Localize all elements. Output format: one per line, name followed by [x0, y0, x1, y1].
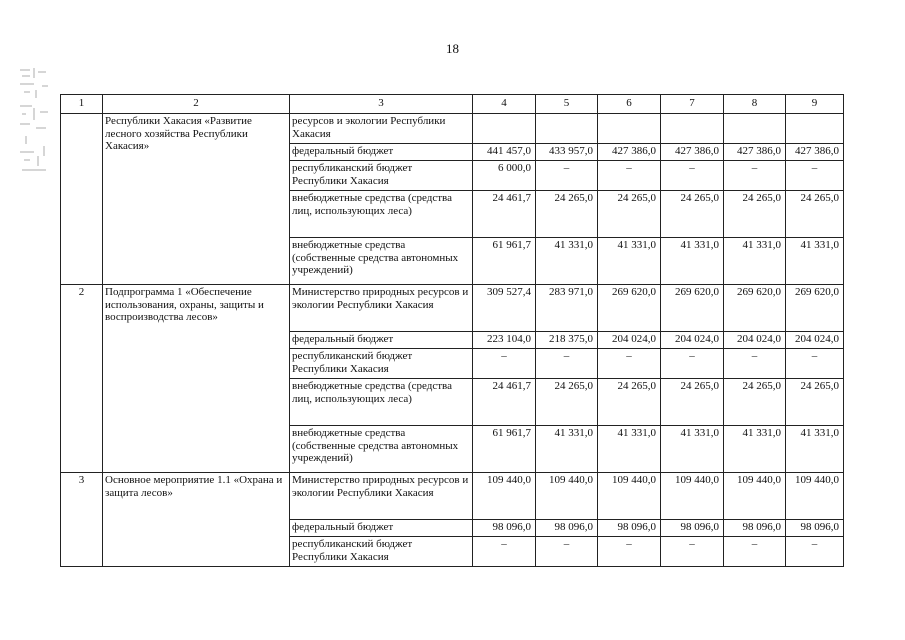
amount-cell: – — [473, 349, 536, 379]
table-row — [61, 473, 844, 520]
amount-cell: 283 971,0 — [536, 285, 598, 332]
funding-source: внебюджетные средства (собственные средства автономных учреждений) — [290, 426, 473, 473]
amount-cell: – — [786, 537, 844, 567]
column-header: 5 — [536, 95, 598, 114]
amount-cell: 41 331,0 — [598, 426, 661, 473]
program-name: Республики Хакасия «Развитие лесного хозяйства Республики Хакасия» — [103, 114, 290, 285]
amount-cell — [786, 114, 844, 144]
amount-cell: 109 440,0 — [724, 473, 786, 520]
amount-cell: 98 096,0 — [536, 520, 598, 537]
amount-cell — [661, 114, 724, 144]
column-header: 7 — [661, 95, 724, 114]
page-number: 18 — [446, 41, 459, 56]
program-name: Основное мероприятие 1.1 «Охрана и защита лесов» — [103, 473, 290, 567]
funding-source: Министерство природных ресурсов и экологии Республики Хакасия — [290, 285, 473, 332]
amount-cell — [598, 114, 661, 144]
amount-cell: 109 440,0 — [598, 473, 661, 520]
amount-cell: 41 331,0 — [536, 426, 598, 473]
amount-cell: 24 461,7 — [473, 191, 536, 238]
amount-cell: – — [598, 537, 661, 567]
amount-cell: – — [661, 537, 724, 567]
amount-cell: 98 096,0 — [724, 520, 786, 537]
amount-cell: – — [598, 349, 661, 379]
amount-cell: 269 620,0 — [661, 285, 724, 332]
amount-cell: 6 000,0 — [473, 161, 536, 191]
amount-cell: – — [724, 537, 786, 567]
amount-cell: – — [661, 349, 724, 379]
amount-cell: 109 440,0 — [786, 473, 844, 520]
column-header: 3 — [290, 95, 473, 114]
amount-cell: 24 265,0 — [661, 379, 724, 426]
budget-table — [60, 94, 844, 567]
column-header: 2 — [103, 95, 290, 114]
amount-cell — [473, 114, 536, 144]
column-header: 6 — [598, 95, 661, 114]
amount-cell: – — [786, 349, 844, 379]
amount-cell: 309 527,4 — [473, 285, 536, 332]
row-number: 2 — [61, 285, 103, 473]
amount-cell: 24 265,0 — [724, 191, 786, 238]
column-header: 1 — [61, 95, 103, 114]
amount-cell: – — [598, 161, 661, 191]
funding-source: федеральный бюджет — [290, 520, 473, 537]
amount-cell: 61 961,7 — [473, 426, 536, 473]
funding-source: Министерство природных ресурсов и экологии Республики Хакасия — [290, 473, 473, 520]
amount-cell: 61 961,7 — [473, 238, 536, 285]
amount-cell: 441 457,0 — [473, 144, 536, 161]
amount-cell: 204 024,0 — [724, 332, 786, 349]
amount-cell: 24 461,7 — [473, 379, 536, 426]
amount-cell: 24 265,0 — [598, 379, 661, 426]
table-row — [61, 114, 844, 144]
amount-cell: 109 440,0 — [661, 473, 724, 520]
margin-stamp-mark — [14, 62, 54, 180]
amount-cell: – — [536, 161, 598, 191]
amount-cell: – — [724, 349, 786, 379]
amount-cell: 24 265,0 — [536, 379, 598, 426]
amount-cell: 98 096,0 — [661, 520, 724, 537]
funding-source: федеральный бюджет — [290, 144, 473, 161]
row-number: 3 — [61, 473, 103, 567]
funding-source: республиканский бюджет Республики Хакасия — [290, 161, 473, 191]
amount-cell: 427 386,0 — [724, 144, 786, 161]
amount-cell: – — [473, 537, 536, 567]
amount-cell: 433 957,0 — [536, 144, 598, 161]
amount-cell — [536, 114, 598, 144]
amount-cell: 218 375,0 — [536, 332, 598, 349]
amount-cell: 41 331,0 — [661, 238, 724, 285]
amount-cell: 427 386,0 — [786, 144, 844, 161]
amount-cell: – — [724, 161, 786, 191]
funding-source: федеральный бюджет — [290, 332, 473, 349]
amount-cell: 41 331,0 — [786, 238, 844, 285]
amount-cell: 24 265,0 — [724, 379, 786, 426]
column-header: 4 — [473, 95, 536, 114]
amount-cell: 269 620,0 — [598, 285, 661, 332]
amount-cell: 41 331,0 — [598, 238, 661, 285]
amount-cell: – — [661, 161, 724, 191]
amount-cell: 204 024,0 — [661, 332, 724, 349]
amount-cell: 41 331,0 — [786, 426, 844, 473]
header-row — [61, 95, 844, 114]
amount-cell — [724, 114, 786, 144]
amount-cell: 24 265,0 — [786, 379, 844, 426]
amount-cell: 109 440,0 — [536, 473, 598, 520]
amount-cell: 269 620,0 — [724, 285, 786, 332]
funding-source: республиканский бюджет Республики Хакасия — [290, 537, 473, 567]
amount-cell: 41 331,0 — [724, 238, 786, 285]
table-row — [61, 285, 844, 332]
amount-cell: 24 265,0 — [536, 191, 598, 238]
amount-cell: 223 104,0 — [473, 332, 536, 349]
amount-cell: 109 440,0 — [473, 473, 536, 520]
amount-cell: – — [786, 161, 844, 191]
program-name: Подпрограмма 1 «Обеспечение использования, охраны, защиты и воспроизводства лесов» — [103, 285, 290, 473]
funding-source: республиканский бюджет Республики Хакасия — [290, 349, 473, 379]
amount-cell: 98 096,0 — [473, 520, 536, 537]
row-number — [61, 114, 103, 285]
amount-cell: 98 096,0 — [786, 520, 844, 537]
amount-cell: – — [536, 349, 598, 379]
funding-source: внебюджетные средства (собственные средства автономных учреждений) — [290, 238, 473, 285]
amount-cell: 98 096,0 — [598, 520, 661, 537]
amount-cell: – — [536, 537, 598, 567]
funding-source: ресурсов и экологии Республики Хакасия — [290, 114, 473, 144]
amount-cell: 41 331,0 — [724, 426, 786, 473]
amount-cell: 269 620,0 — [786, 285, 844, 332]
funding-source: внебюджетные средства (средства лиц, использующих леса) — [290, 191, 473, 238]
amount-cell: 204 024,0 — [598, 332, 661, 349]
amount-cell: 41 331,0 — [536, 238, 598, 285]
column-header: 8 — [724, 95, 786, 114]
amount-cell: 41 331,0 — [661, 426, 724, 473]
column-header: 9 — [786, 95, 844, 114]
amount-cell: 24 265,0 — [661, 191, 724, 238]
amount-cell: 24 265,0 — [598, 191, 661, 238]
amount-cell: 204 024,0 — [786, 332, 844, 349]
amount-cell: 427 386,0 — [661, 144, 724, 161]
amount-cell: 427 386,0 — [598, 144, 661, 161]
amount-cell: 24 265,0 — [786, 191, 844, 238]
funding-source: внебюджетные средства (средства лиц, использующих леса) — [290, 379, 473, 426]
